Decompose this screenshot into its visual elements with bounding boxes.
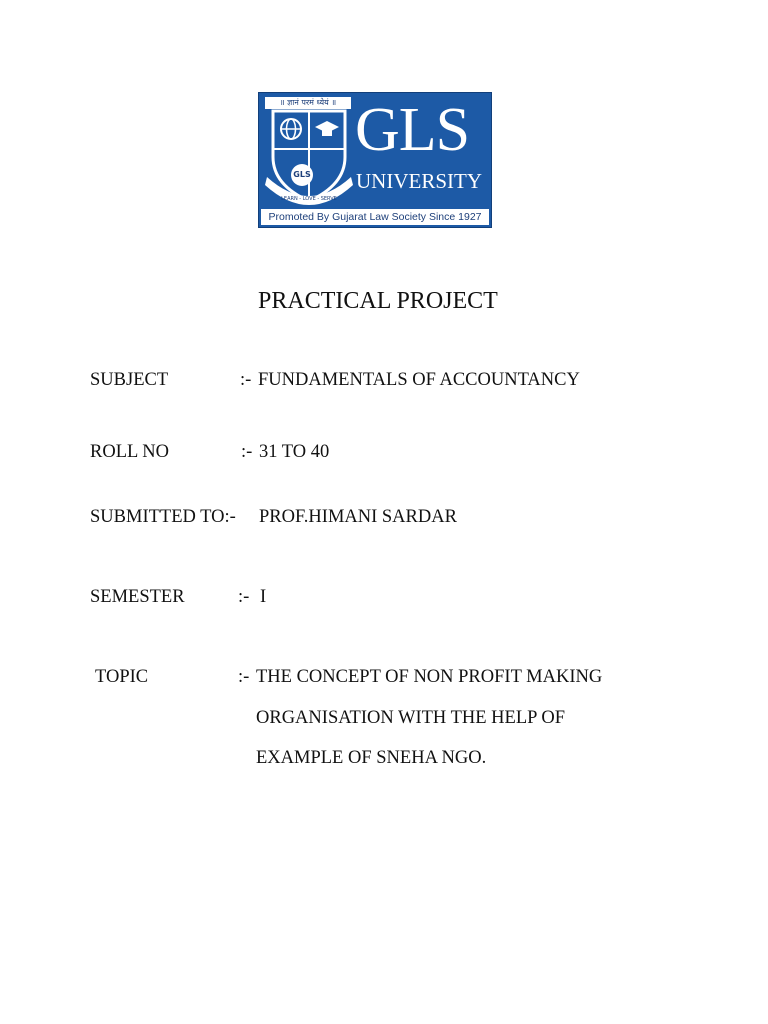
crest-badge-text: GLS <box>293 170 311 179</box>
topic-label: TOPIC <box>95 667 149 687</box>
crest-motto: ॥ ज्ञानं परमं ध्येयं ॥ <box>279 98 337 107</box>
page-title: PRACTICAL PROJECT <box>258 288 498 314</box>
logo-tagline: Promoted By Gujarat Law Society Since 1927 <box>261 209 489 225</box>
submitted-to-value: PROF.HIMANI SARDAR <box>259 507 457 527</box>
roll-no-label: ROLL NO <box>90 442 169 462</box>
topic-separator: :- <box>238 667 250 687</box>
logo-subtitle: UNIVERSITY <box>356 169 482 193</box>
subject-label: SUBJECT <box>90 370 169 390</box>
subject-value: FUNDAMENTALS OF ACCOUNTANCY <box>258 370 580 390</box>
roll-no-value: 31 TO 40 <box>259 442 330 462</box>
semester-value: I <box>260 587 267 607</box>
roll-no-separator: :- <box>241 442 253 462</box>
semester-label: SEMESTER <box>90 587 185 607</box>
topic-line-1: THE CONCEPT OF NON PROFIT MAKING <box>256 667 603 687</box>
logo-wordmark: GLS <box>355 96 470 164</box>
semester-separator: :- <box>238 587 250 607</box>
crest-ribbon-text: LEARN - LOVE - SERVE <box>281 196 337 202</box>
subject-separator: :- <box>240 370 252 390</box>
topic-line-2: ORGANISATION WITH THE HELP OF <box>256 708 566 728</box>
topic-line-3: EXAMPLE OF SNEHA NGO. <box>256 748 487 768</box>
submitted-to-label: SUBMITTED TO:- <box>90 507 236 527</box>
gls-university-logo <box>258 92 492 228</box>
